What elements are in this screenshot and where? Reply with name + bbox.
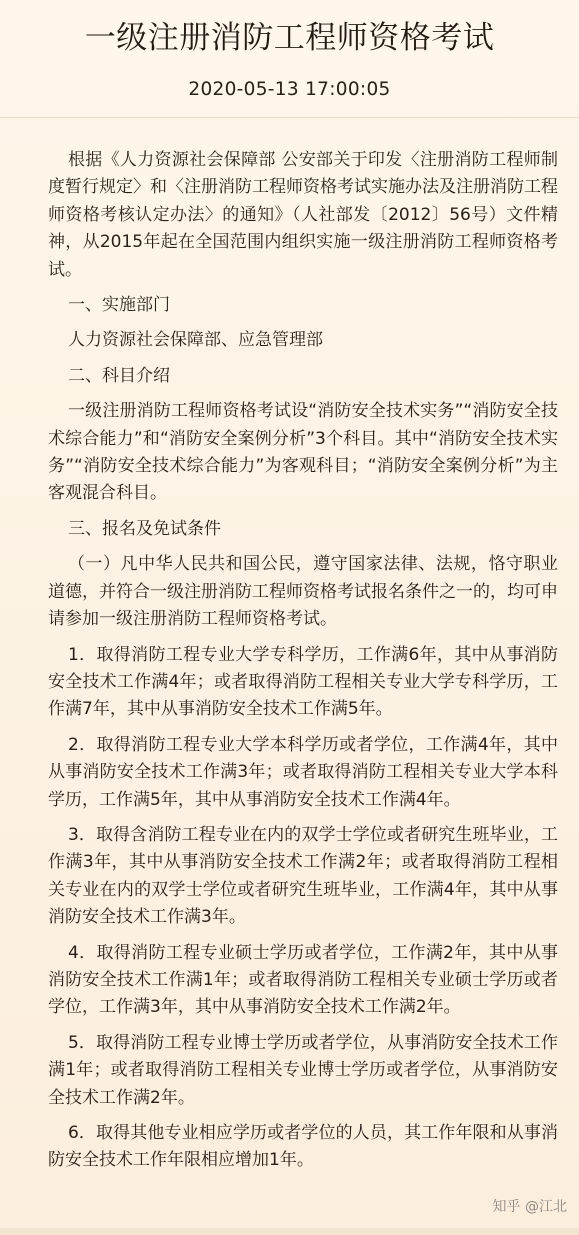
- zhihu-watermark: 知乎 @江北: [492, 1199, 567, 1215]
- condition-item-5: 5．取得消防工程专业博士学历或者学位，从事消防安全技术工作满1年；或者取得消防工程相关专业博士学历或者学位，从事消防安全技术工作满2年。: [48, 1032, 558, 1108]
- condition-item-1: 1．取得消防工程专业大学专科学历，工作满6年，其中从事消防安全技术工作满4年；或者取得消防工程相关专业大学专科学历，工作满7年，其中从事消防安全技术工作满5年。: [48, 644, 558, 720]
- section-2-text: 一级注册消防工程师资格考试设“消防安全技术实务”“消防安全技术综合能力”和“消防安全案例分析”3个科目。其中“消防安全技术实务”“消防安全技术综合能力”为客观科目；“消防安全案例分析”为主客观混合科目。: [48, 401, 558, 504]
- section-heading-2: 二、科目介绍: [68, 365, 170, 386]
- section-3-text: （一）凡中华人民共和国公民，遵守国家法律、法规，恪守职业道德，并符合一级注册消防工程师资格考试报名条件之一的，均可申请参加一级注册消防工程师资格考试。: [48, 554, 558, 630]
- publish-datetime: 2020-05-13 17:00:05: [188, 79, 391, 100]
- section-1-text: 人力资源社会保障部、应急管理部: [68, 330, 323, 351]
- header-divider: [0, 117, 579, 118]
- bottom-strip: [0, 1228, 579, 1235]
- condition-item-6: 6．取得其他专业相应学历或者学位的人员，其工作年限和从事消防安全技术工作年限相应增加1年。: [48, 1123, 558, 1171]
- section-heading-1: 一、实施部门: [68, 295, 170, 316]
- section-heading-3: 三、报名及免试条件: [68, 518, 221, 539]
- intro-paragraph: 根据《人力资源社会保障部 公安部关于印发〈注册消防工程师制度暂行规定〉和〈注册消防工程师资格考试实施办法及注册消防工程师资格考核认定办法〉的通知》（人社部发〔2012〕56号）文件精神，从2015年起在全国范围内组织实施一级注册消防工程师资格考试。: [48, 150, 558, 280]
- article-title: 一级注册消防工程师资格考试: [84, 20, 495, 56]
- condition-item-3: 3．取得含消防工程专业在内的双学士学位或者研究生班毕业，工作满3年，其中从事消防安全技术工作满2年；或者取得消防工程相关专业在内的双学士学位或者研究生班毕业，工作满4年，其中从事消防安全技术工作满3年。: [48, 824, 558, 928]
- article-body: [48, 147, 558, 1175]
- condition-item-2: 2．取得消防工程专业大学本科学历或者学位，工作满4年，其中从事消防安全技术工作满3年；或者取得消防工程相关专业大学本科学历，工作满5年，其中从事消防安全技术工作满4年。: [48, 734, 558, 810]
- condition-item-4: 4．取得消防工程专业硕士学历或者学位，工作满2年，其中从事消防安全技术工作满1年；或者取得消防工程相关专业硕士学历或者学位，工作满3年，其中从事消防安全技术工作满2年。: [48, 942, 558, 1018]
